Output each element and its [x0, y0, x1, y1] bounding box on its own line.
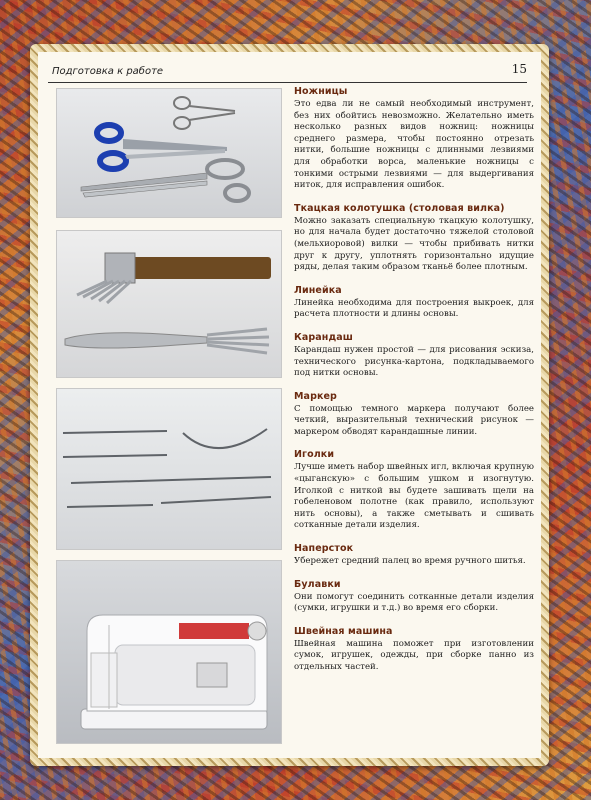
- entry-marker: [294, 391, 534, 439]
- sewing-machine-icon: [81, 615, 267, 729]
- weaving-comb-and-fork-photo: [56, 230, 282, 378]
- needles-icon: [63, 429, 271, 507]
- entry-text: Убережет средний палец во время ручного шитья.: [294, 556, 526, 567]
- needles-photo: [56, 388, 282, 550]
- entry-text: Линейка необходима для построения выкроек, для расчета плотности и длины основы.: [294, 297, 534, 320]
- entry-title: Булавки: [294, 578, 341, 590]
- page-header: [38, 60, 533, 82]
- text-column: [294, 86, 534, 685]
- entry-text: С помощью темного маркера получают более четкий, выразительный технический рисунок — маркером обводят карандашные линии.: [294, 403, 534, 437]
- entry-title: Иголки: [294, 449, 335, 461]
- small-scissors-icon: [174, 97, 235, 129]
- entry-pencil: [294, 332, 534, 380]
- entry-thimble: [294, 543, 534, 568]
- blue-scissors-icon: [97, 125, 227, 169]
- entry-text: Лучше иметь набор швейных игл, включая крупную «цыганскую» с большим ушком и изогнутую. Иголкой с ниткой вы будете зашивать щели на гобеленовом полотне (как правило, используют нить основы), а также сметывать и сшивать сотканные детали изделия.: [294, 462, 534, 531]
- entry-title: Линейка: [294, 284, 342, 296]
- entry-ruler: [294, 285, 534, 321]
- entry-title: Маркер: [294, 390, 337, 402]
- scissors-photo: [56, 88, 282, 218]
- weaving-beater-icon: [77, 253, 271, 303]
- entry-beater: [294, 203, 534, 274]
- entry-text: Карандаш нужен простой — для рисования эскиза, технического рисунка-картона, подкладываемого под нитки основы.: [294, 344, 534, 379]
- entry-title: Швейная машина: [294, 625, 393, 637]
- section-title: Подготовка к работе: [52, 66, 164, 77]
- book-page: [38, 52, 541, 758]
- entry-title: Ткацкая колотушка (столовая вилка): [294, 202, 505, 214]
- entry-title: Карандаш: [294, 331, 353, 343]
- entry-title: Наперсток: [294, 543, 354, 555]
- entry-sewing-machine: [294, 626, 534, 674]
- entry-text: Это едва ли не самый необходимый инструмент, без них обойтись невозможно. Желательно иметь несколько разных видов ножниц: ножницы среднего размера, чтобы постоянно отрезать нитки, большие ножницы с длинными лезвиями для обработки ворса, маленькие ножницы с тонкими острыми лезвиями — для выдергивания ниток, для исправления ошибок.: [294, 99, 534, 191]
- entry-needles: [294, 449, 534, 532]
- entry-pins: [294, 579, 534, 615]
- entry-text: Швейная машина поможет при изготовлении сумок, игрушек, одежды, при сборке панно из отдельных частей.: [294, 638, 534, 672]
- entry-scissors: [294, 86, 534, 192]
- entry-text: Можно заказать специальную ткацкую колотушку, но для начала будет достаточно тяжелой столовой (мельхиоровой) вилки — чтобы прибивать нитки друг к другу, уплотнять горизонтально идущие ряды, делая таким образом тканьё более плотным.: [294, 215, 534, 273]
- header-rule: [48, 82, 527, 83]
- page-number: 15: [511, 62, 527, 76]
- entry-text: Они помогут соединить сотканные детали изделия (сумки, игрушки и т.д.) во время его сборки.: [294, 591, 534, 614]
- sewing-machine-photo: [56, 560, 282, 744]
- entry-title: Ножницы: [294, 86, 348, 97]
- fork-icon: [65, 329, 269, 353]
